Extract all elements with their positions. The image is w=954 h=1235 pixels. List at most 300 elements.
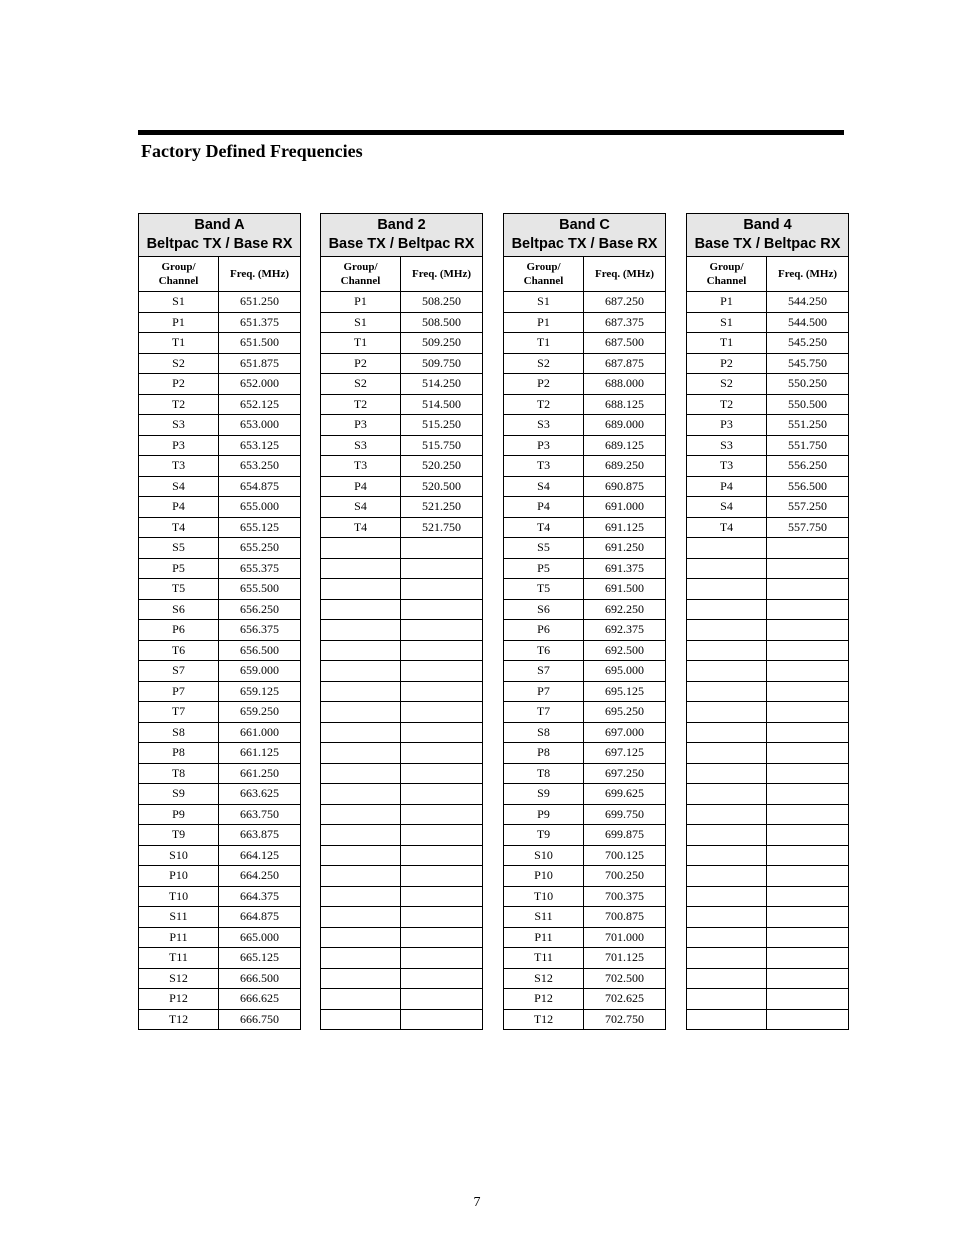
frequency-cell: 544.250 <box>767 292 849 313</box>
group-channel-cell: P3 <box>687 415 767 436</box>
frequency-cell <box>767 558 849 579</box>
table-row <box>687 968 849 989</box>
frequency-cell: 653.000 <box>219 415 301 436</box>
group-channel-cell: S10 <box>504 845 584 866</box>
column-header-line: Group/ <box>343 261 378 273</box>
group-channel-cell: P3 <box>321 415 401 436</box>
group-channel-cell: T1 <box>687 333 767 354</box>
column-header-group-channel <box>139 257 219 292</box>
frequency-cell <box>767 702 849 723</box>
frequency-cell: 689.125 <box>584 435 666 456</box>
frequency-cell: 692.500 <box>584 640 666 661</box>
table-row <box>687 435 849 456</box>
frequency-cell <box>401 948 483 969</box>
table-row <box>139 517 301 538</box>
table-row <box>687 476 849 497</box>
group-channel-cell <box>687 845 767 866</box>
frequency-cell: 514.250 <box>401 374 483 395</box>
table-row <box>139 415 301 436</box>
group-channel-cell: P1 <box>321 292 401 313</box>
frequency-cell: 656.500 <box>219 640 301 661</box>
table-row <box>139 353 301 374</box>
frequency-cell: 651.250 <box>219 292 301 313</box>
table-row <box>321 968 483 989</box>
group-channel-cell <box>687 804 767 825</box>
table-row <box>321 353 483 374</box>
frequency-cell: 695.000 <box>584 661 666 682</box>
group-channel-cell: P11 <box>504 927 584 948</box>
frequency-cell: 697.250 <box>584 763 666 784</box>
group-channel-cell: S2 <box>504 353 584 374</box>
group-channel-cell: T1 <box>139 333 219 354</box>
group-channel-cell <box>687 825 767 846</box>
group-channel-cell: S7 <box>504 661 584 682</box>
table-row <box>139 989 301 1010</box>
frequency-cell: 689.250 <box>584 456 666 477</box>
column-header-line: Channel <box>340 275 381 287</box>
group-channel-cell: S12 <box>504 968 584 989</box>
frequency-cell: 551.250 <box>767 415 849 436</box>
frequency-cell <box>767 763 849 784</box>
table-row <box>321 948 483 969</box>
group-channel-cell <box>321 599 401 620</box>
group-channel-cell: T1 <box>321 333 401 354</box>
frequency-cell: 509.750 <box>401 353 483 374</box>
group-channel-cell: T4 <box>687 517 767 538</box>
group-channel-cell <box>321 784 401 805</box>
frequency-cell: 699.875 <box>584 825 666 846</box>
group-channel-cell: T11 <box>139 948 219 969</box>
table-row <box>504 661 666 682</box>
frequency-cell <box>401 907 483 928</box>
table-row <box>687 722 849 743</box>
group-channel-cell: P3 <box>504 435 584 456</box>
frequency-cell: 664.125 <box>219 845 301 866</box>
table-row <box>139 927 301 948</box>
group-channel-cell <box>687 1009 767 1030</box>
frequency-cell <box>401 702 483 723</box>
group-channel-cell: T4 <box>504 517 584 538</box>
group-channel-cell <box>687 907 767 928</box>
band-title <box>687 214 849 257</box>
frequency-cell: 691.500 <box>584 579 666 600</box>
frequency-cell: 520.500 <box>401 476 483 497</box>
table-row <box>321 312 483 333</box>
table-row <box>139 661 301 682</box>
group-channel-cell <box>321 558 401 579</box>
table-row <box>504 333 666 354</box>
group-channel-cell: S2 <box>687 374 767 395</box>
group-channel-cell: P12 <box>504 989 584 1010</box>
table-row <box>321 579 483 600</box>
frequency-cell: 687.875 <box>584 353 666 374</box>
group-channel-cell: P1 <box>504 312 584 333</box>
table-row <box>139 374 301 395</box>
column-header-line: Group/ <box>526 261 561 273</box>
group-channel-cell <box>321 825 401 846</box>
frequency-cell: 557.250 <box>767 497 849 518</box>
frequency-cell: 702.625 <box>584 989 666 1010</box>
group-channel-cell: T2 <box>504 394 584 415</box>
frequency-cell: 664.375 <box>219 886 301 907</box>
table-row <box>321 804 483 825</box>
column-header-line: Channel <box>706 275 747 287</box>
table-row <box>687 374 849 395</box>
table-row <box>687 599 849 620</box>
table-row <box>139 558 301 579</box>
group-channel-cell: P2 <box>321 353 401 374</box>
table-row <box>687 353 849 374</box>
frequency-cell: 663.875 <box>219 825 301 846</box>
frequency-cell: 664.875 <box>219 907 301 928</box>
frequency-cell <box>401 722 483 743</box>
frequency-cell: 550.500 <box>767 394 849 415</box>
table-row <box>321 292 483 313</box>
column-header-frequency: Freq. (MHz) <box>584 257 666 292</box>
group-channel-cell: P5 <box>504 558 584 579</box>
table-row <box>321 722 483 743</box>
group-channel-cell <box>321 1009 401 1030</box>
group-channel-cell <box>321 661 401 682</box>
frequency-cell: 655.125 <box>219 517 301 538</box>
frequency-cell: 690.875 <box>584 476 666 497</box>
frequency-cell <box>767 538 849 559</box>
band-title <box>321 214 483 257</box>
table-row <box>139 292 301 313</box>
frequency-cell: 697.000 <box>584 722 666 743</box>
frequency-cell: 508.500 <box>401 312 483 333</box>
group-channel-cell: T4 <box>139 517 219 538</box>
table-row <box>687 989 849 1010</box>
group-channel-cell: P9 <box>139 804 219 825</box>
table-row <box>687 661 849 682</box>
table-row <box>321 661 483 682</box>
group-channel-cell: T6 <box>504 640 584 661</box>
table-row <box>504 886 666 907</box>
group-channel-cell: P2 <box>687 353 767 374</box>
group-channel-cell: S5 <box>139 538 219 559</box>
table-row <box>139 579 301 600</box>
column-header-frequency: Freq. (MHz) <box>401 257 483 292</box>
table-row <box>687 948 849 969</box>
table-row <box>139 394 301 415</box>
table-row <box>504 476 666 497</box>
group-channel-cell: T5 <box>504 579 584 600</box>
group-channel-cell: P6 <box>504 620 584 641</box>
table-row <box>687 784 849 805</box>
frequency-cell <box>401 558 483 579</box>
table-row <box>321 599 483 620</box>
column-header-group-channel <box>504 257 584 292</box>
group-channel-cell <box>321 927 401 948</box>
group-channel-cell: S3 <box>139 415 219 436</box>
table-row <box>504 968 666 989</box>
frequency-cell <box>767 1009 849 1030</box>
table-row <box>504 374 666 395</box>
band-direction: Beltpac TX / Base RX <box>146 236 293 252</box>
group-channel-cell: T1 <box>504 333 584 354</box>
frequency-cell <box>767 620 849 641</box>
band-direction: Base TX / Beltpac RX <box>694 236 841 252</box>
frequency-cell <box>401 784 483 805</box>
group-channel-cell <box>687 640 767 661</box>
table-row <box>139 640 301 661</box>
frequency-cell: 692.375 <box>584 620 666 641</box>
table-row <box>321 620 483 641</box>
table-row <box>139 599 301 620</box>
table-row <box>504 907 666 928</box>
frequency-cell: 699.750 <box>584 804 666 825</box>
table-row <box>504 579 666 600</box>
frequency-cell: 666.500 <box>219 968 301 989</box>
group-channel-cell: S8 <box>504 722 584 743</box>
column-header-line: Channel <box>158 275 199 287</box>
frequency-cell: 659.125 <box>219 681 301 702</box>
group-channel-cell: T3 <box>139 456 219 477</box>
table-row <box>139 702 301 723</box>
table-row <box>139 538 301 559</box>
column-header-line: Group/ <box>161 261 196 273</box>
table-row <box>687 620 849 641</box>
table-row <box>139 497 301 518</box>
group-channel-cell: S1 <box>687 312 767 333</box>
frequency-cell: 664.250 <box>219 866 301 887</box>
group-channel-cell: P7 <box>504 681 584 702</box>
frequency-cell <box>767 743 849 764</box>
table-row <box>139 476 301 497</box>
group-channel-cell: P1 <box>139 312 219 333</box>
table-row <box>504 825 666 846</box>
table-row <box>687 866 849 887</box>
table-row <box>321 333 483 354</box>
group-channel-cell: P8 <box>139 743 219 764</box>
frequency-cell: 656.250 <box>219 599 301 620</box>
group-channel-cell: T6 <box>139 640 219 661</box>
group-channel-cell: T7 <box>139 702 219 723</box>
group-channel-cell <box>687 989 767 1010</box>
top-rule <box>138 130 844 135</box>
group-channel-cell: T3 <box>504 456 584 477</box>
frequency-cell: 550.250 <box>767 374 849 395</box>
group-channel-cell: P3 <box>139 435 219 456</box>
page-number: 7 <box>473 1195 481 1210</box>
group-channel-cell <box>321 640 401 661</box>
frequency-cell: 691.000 <box>584 497 666 518</box>
table-row <box>687 845 849 866</box>
group-channel-cell: S1 <box>139 292 219 313</box>
frequency-cell: 691.375 <box>584 558 666 579</box>
frequency-cell <box>401 640 483 661</box>
table-row <box>687 886 849 907</box>
table-row <box>504 763 666 784</box>
frequency-cell: 544.500 <box>767 312 849 333</box>
group-channel-cell: S2 <box>139 353 219 374</box>
frequency-cell: 701.000 <box>584 927 666 948</box>
group-channel-cell <box>321 845 401 866</box>
frequency-cell: 655.500 <box>219 579 301 600</box>
group-channel-cell: P4 <box>139 497 219 518</box>
frequency-cell: 556.250 <box>767 456 849 477</box>
table-row <box>321 784 483 805</box>
table-row <box>139 845 301 866</box>
frequency-cell: 702.750 <box>584 1009 666 1030</box>
table-row <box>504 743 666 764</box>
frequency-cell: 702.500 <box>584 968 666 989</box>
group-channel-cell: S3 <box>504 415 584 436</box>
group-channel-cell: T7 <box>504 702 584 723</box>
frequency-cell: 700.125 <box>584 845 666 866</box>
column-header-frequency: Freq. (MHz) <box>219 257 301 292</box>
table-row <box>321 476 483 497</box>
table-row <box>321 845 483 866</box>
table-row <box>687 804 849 825</box>
group-channel-cell <box>687 620 767 641</box>
frequency-cell: 509.250 <box>401 333 483 354</box>
table-row <box>139 886 301 907</box>
group-channel-cell: P2 <box>504 374 584 395</box>
group-channel-cell <box>687 558 767 579</box>
table-row <box>687 825 849 846</box>
frequency-cell <box>401 620 483 641</box>
frequency-cell: 556.500 <box>767 476 849 497</box>
table-row <box>687 681 849 702</box>
frequency-cell: 700.375 <box>584 886 666 907</box>
table-row <box>139 681 301 702</box>
group-channel-cell <box>687 579 767 600</box>
table-row <box>687 292 849 313</box>
band-name: Band 4 <box>743 217 792 233</box>
column-header-group-channel <box>687 257 767 292</box>
group-channel-cell: P6 <box>139 620 219 641</box>
frequency-cell: 515.750 <box>401 435 483 456</box>
frequency-cell: 695.250 <box>584 702 666 723</box>
group-channel-cell <box>321 681 401 702</box>
table-row <box>321 640 483 661</box>
group-channel-cell: S9 <box>139 784 219 805</box>
frequency-cell: 655.250 <box>219 538 301 559</box>
table-row <box>687 312 849 333</box>
table-row <box>321 743 483 764</box>
table-row <box>504 558 666 579</box>
table-row <box>504 456 666 477</box>
frequency-cell <box>401 599 483 620</box>
group-channel-cell: P12 <box>139 989 219 1010</box>
table-row <box>504 497 666 518</box>
table-row <box>504 394 666 415</box>
table-row <box>504 866 666 887</box>
frequency-cell <box>767 845 849 866</box>
frequency-cell <box>767 968 849 989</box>
table-row <box>687 579 849 600</box>
group-channel-cell <box>687 948 767 969</box>
frequency-cell <box>767 722 849 743</box>
table-row <box>504 538 666 559</box>
group-channel-cell <box>687 743 767 764</box>
table-row <box>504 722 666 743</box>
group-channel-cell: T9 <box>139 825 219 846</box>
group-channel-cell: S9 <box>504 784 584 805</box>
frequency-cell: 514.500 <box>401 394 483 415</box>
group-channel-cell: S3 <box>321 435 401 456</box>
frequency-cell <box>767 579 849 600</box>
frequency-cell <box>767 825 849 846</box>
table-row <box>687 907 849 928</box>
frequency-cell: 655.000 <box>219 497 301 518</box>
frequency-cell <box>401 845 483 866</box>
group-channel-cell <box>321 620 401 641</box>
table-row <box>321 1009 483 1030</box>
frequency-cell: 508.250 <box>401 292 483 313</box>
frequency-cell: 651.500 <box>219 333 301 354</box>
group-channel-cell <box>321 968 401 989</box>
frequency-cell: 697.125 <box>584 743 666 764</box>
group-channel-cell <box>687 886 767 907</box>
group-channel-cell: S4 <box>139 476 219 497</box>
frequency-cell: 701.125 <box>584 948 666 969</box>
group-channel-cell: T2 <box>687 394 767 415</box>
group-channel-cell <box>687 599 767 620</box>
group-channel-cell: T5 <box>139 579 219 600</box>
group-channel-cell <box>687 763 767 784</box>
table-row <box>321 394 483 415</box>
table-row <box>139 435 301 456</box>
group-channel-cell <box>321 743 401 764</box>
frequency-cell <box>401 681 483 702</box>
group-channel-cell: P4 <box>321 476 401 497</box>
frequency-cell <box>401 886 483 907</box>
frequency-cell: 700.250 <box>584 866 666 887</box>
table-row <box>139 866 301 887</box>
table-row <box>321 435 483 456</box>
table-row <box>321 497 483 518</box>
group-channel-cell <box>321 538 401 559</box>
group-channel-cell: P10 <box>139 866 219 887</box>
group-channel-cell: T8 <box>139 763 219 784</box>
frequency-cell: 687.250 <box>584 292 666 313</box>
frequency-cell: 545.750 <box>767 353 849 374</box>
table-row <box>139 763 301 784</box>
group-channel-cell <box>321 702 401 723</box>
frequency-cell <box>401 866 483 887</box>
table-row <box>321 763 483 784</box>
frequency-cell <box>767 681 849 702</box>
frequency-cell: 551.750 <box>767 435 849 456</box>
table-row <box>139 722 301 743</box>
frequency-cell: 654.875 <box>219 476 301 497</box>
frequency-cell: 689.000 <box>584 415 666 436</box>
group-channel-cell: T12 <box>504 1009 584 1030</box>
table-row <box>139 804 301 825</box>
group-channel-cell: S5 <box>504 538 584 559</box>
table-row <box>504 681 666 702</box>
band-table <box>686 213 849 1030</box>
page-title: Factory Defined Frequencies <box>141 141 363 161</box>
table-row <box>504 784 666 805</box>
group-channel-cell <box>321 763 401 784</box>
frequency-cell: 699.625 <box>584 784 666 805</box>
table-row <box>321 702 483 723</box>
frequency-cell: 652.000 <box>219 374 301 395</box>
table-row <box>504 845 666 866</box>
group-channel-cell: T2 <box>139 394 219 415</box>
group-channel-cell: P7 <box>139 681 219 702</box>
column-header-line: Group/ <box>709 261 744 273</box>
group-channel-cell <box>687 968 767 989</box>
table-row <box>687 702 849 723</box>
table-row <box>321 825 483 846</box>
frequency-cell <box>401 743 483 764</box>
group-channel-cell <box>321 804 401 825</box>
